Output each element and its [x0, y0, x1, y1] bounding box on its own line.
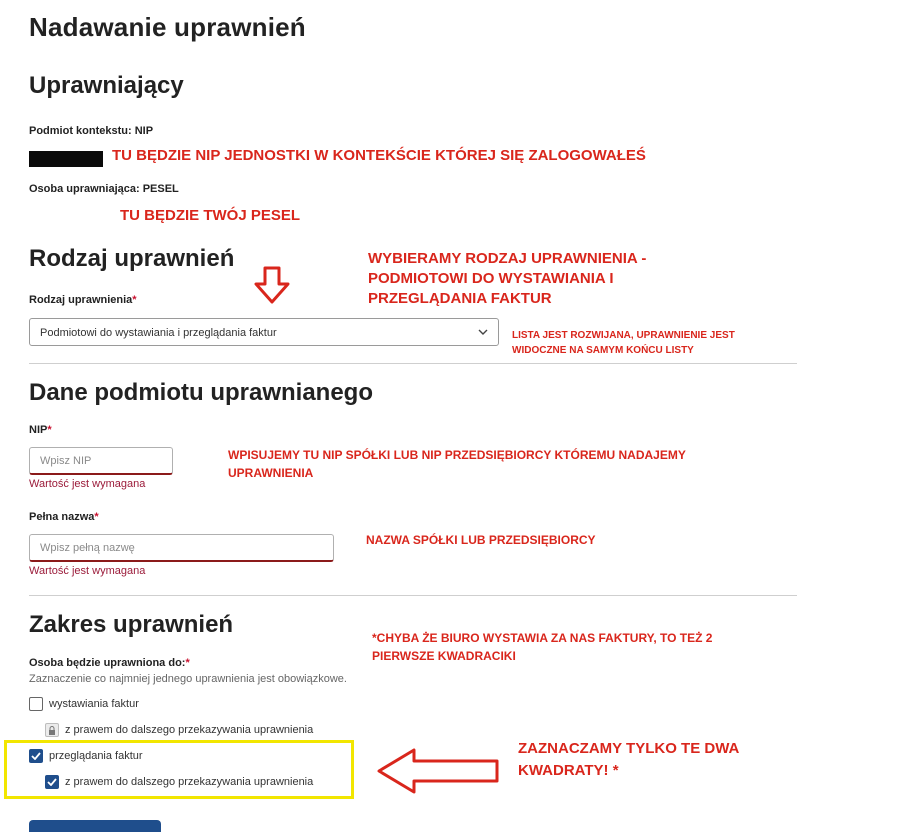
view-invoices-checkbox[interactable]	[29, 749, 43, 763]
nip-input[interactable]	[29, 447, 173, 475]
view-delegate-option[interactable]	[45, 775, 313, 789]
full-name-input[interactable]	[29, 534, 334, 562]
annotation-full-name: NAZWA SPÓŁKI LUB PRZEDSIĘBIORCY	[366, 533, 596, 547]
submit-button[interactable]	[29, 820, 161, 832]
full-name-placeholder: Wpisz pełną nazwę	[40, 541, 135, 554]
annotation-context-nip: TU BĘDZIE NIP JEDNOSTKI W KONTEKŚCIE KTÓREJ SIĘ ZALOGOWAŁEŚ	[112, 147, 646, 164]
scope-heading: Zakres uprawnień	[29, 611, 234, 638]
grantor-heading: Uprawniający	[29, 72, 184, 99]
nip-placeholder: Wpisz NIP	[40, 454, 92, 467]
annotation-scope: *CHYBA ŻE BIURO WYSTAWIA ZA NAS FAKTURY, TO TEŻ 2 PIERWSZE KWADRACIKI	[372, 631, 713, 663]
scope-label: Osoba będzie uprawniona do:*	[29, 657, 190, 669]
annotation-list-info: LISTA JEST ROZWIJANA, UPRAWNIENIE JEST WIDOCZNE NA SAMYM KOŃCU LISTY	[512, 330, 735, 356]
view-invoices-label: przeglądania faktur	[49, 750, 143, 762]
annotation-pesel: TU BĘDZIE TWÓJ PESEL	[120, 207, 301, 224]
permission-type-select[interactable]	[29, 318, 499, 346]
issue-invoices-checkbox[interactable]	[29, 697, 43, 711]
issue-invoices-label: wystawiania faktur	[49, 698, 139, 710]
grantor-pesel-label: Osoba uprawniająca: PESEL	[29, 183, 179, 195]
permission-type-label: Rodzaj uprawnienia*	[29, 294, 137, 306]
view-delegate-checkbox[interactable]	[45, 775, 59, 789]
chevron-down-icon	[478, 328, 488, 336]
view-delegate-label: z prawem do dalszego przekazywania uprawnienia	[65, 776, 314, 788]
issue-delegate-label: z prawem do dalszego przekazywania uprawnienia	[65, 724, 314, 736]
permission-type-heading: Rodzaj uprawnień	[29, 245, 235, 272]
permission-type-selected-value: Podmiotowi do wystawiania i przeglądania faktur	[40, 327, 277, 339]
issue-delegate-option	[45, 723, 313, 737]
issue-delegate-checkbox	[45, 723, 59, 737]
checkmark-icon	[47, 778, 57, 786]
page-title: Nadawanie uprawnień	[29, 12, 306, 42]
annotation-check-two: ZAZNACZAMY TYLKO TE DWA KWADRATY! *	[518, 740, 740, 779]
view-invoices-option[interactable]	[29, 749, 143, 763]
grantee-heading: Dane podmiotu uprawnianego	[29, 379, 374, 406]
full-name-label: Pełna nazwa*	[29, 511, 99, 523]
full-name-error: Wartość jest wymagana	[29, 565, 146, 577]
checkmark-icon	[31, 752, 41, 760]
annotation-grantee-nip: WPISUJEMY TU NIP SPÓŁKI LUB NIP PRZEDSIĘBIORCY KTÓREMU NADAJEMY UPRAWNIENIA	[228, 448, 686, 480]
annotation-permission-type: WYBIERAMY RODZAJ UPRAWNIENIA - PODMIOTOWI DO WYSTAWIANIA I PRZEGLĄDANIA FAKTUR	[368, 250, 647, 307]
issue-invoices-option[interactable]	[29, 697, 139, 711]
nip-error: Wartość jest wymagana	[29, 478, 146, 490]
lock-icon	[48, 726, 56, 735]
section-divider	[29, 363, 797, 364]
scope-hint: Zaznaczenie co najmniej jednego uprawnienia jest obowiązkowe.	[29, 673, 347, 685]
section-divider	[29, 595, 797, 596]
arrow-left-icon	[376, 747, 500, 795]
redacted-nip	[29, 151, 103, 167]
context-nip-label: Podmiot kontekstu: NIP	[29, 125, 154, 137]
arrow-down-icon	[252, 265, 292, 305]
grantee-nip-label: NIP*	[29, 424, 52, 436]
